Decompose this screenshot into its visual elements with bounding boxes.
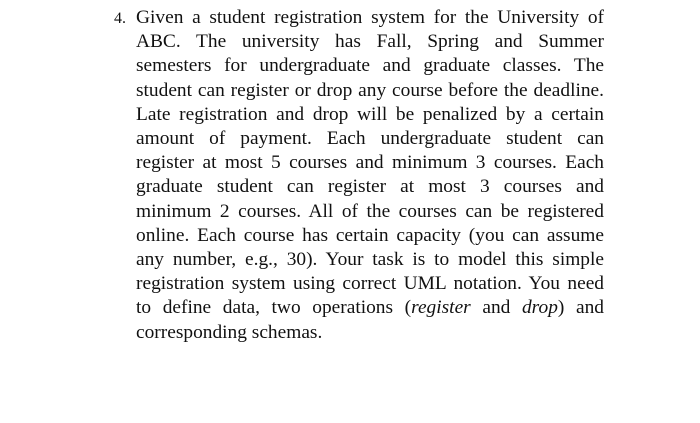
operation-drop: drop	[521, 297, 558, 319]
question-text-segment: ) and corresponding schemas.	[136, 297, 604, 343]
question-text-segment: and	[470, 297, 522, 319]
operation-register: register	[411, 297, 471, 319]
question-text	[136, 6, 604, 345]
question-text-segment: Given a student registration system for the University of ABC. The university has Fall, Spring and Summer semesters for undergraduate and graduate classes. The student can register or drop any course before the deadline. Late registration and drop will be penalized by a certain amount of payment. Each undergraduate student can register at most 5 courses and minimum 3 courses. Each graduate student can register at most 3 courses and minimum 2 courses. All of the courses can be registered online. Each course has certain capacity (you can assume any number, e.g., 30). Your task is to model this simple registration system using correct UML notation. You need to define data, two operations (	[136, 7, 604, 319]
question-item	[114, 6, 604, 345]
question-number: 4.	[114, 10, 126, 27]
